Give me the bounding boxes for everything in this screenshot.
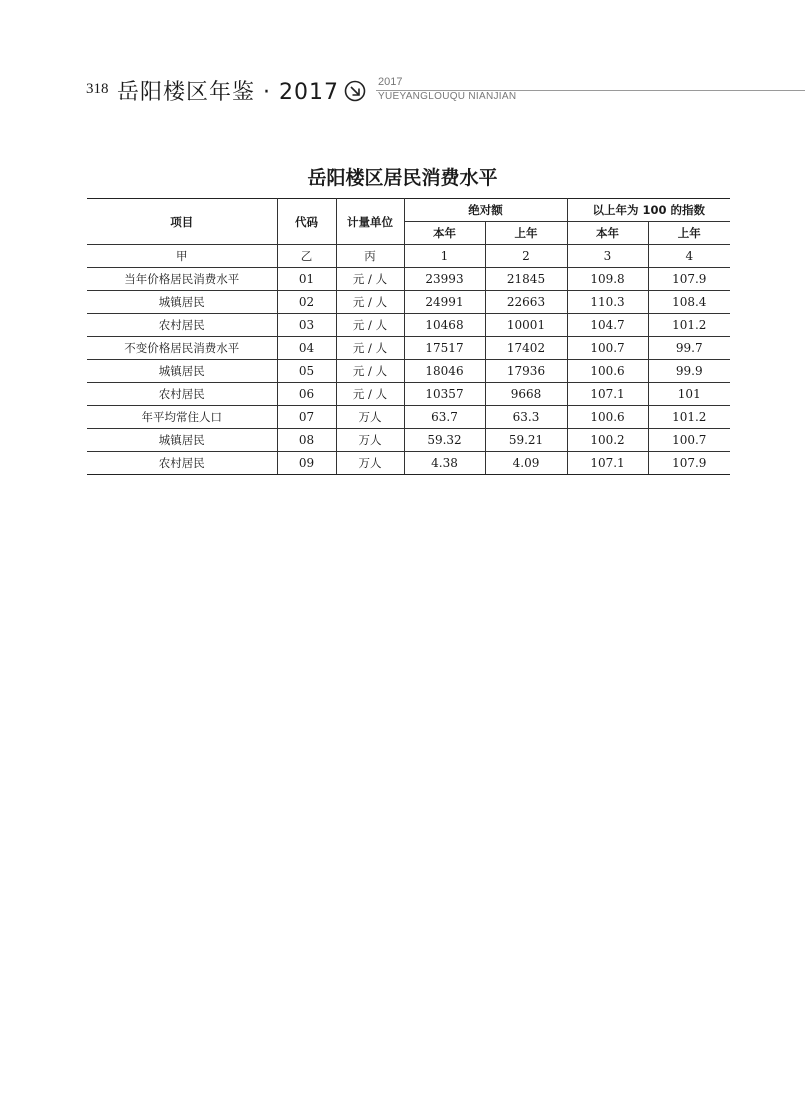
header-code: 代码 [277, 199, 336, 245]
table-cell: 101 [648, 383, 730, 406]
table-cell: 23993 [404, 268, 485, 291]
table-cell: 107.1 [567, 452, 648, 475]
header-index-last-year: 上年 [648, 222, 730, 245]
table-cell: 108.4 [648, 291, 730, 314]
table-cell: 04 [277, 337, 336, 360]
row-label: 城镇居民 [87, 429, 277, 452]
table-cell: 63.3 [485, 406, 567, 429]
table-cell: 100.6 [567, 360, 648, 383]
table-row [87, 452, 730, 475]
table-cell: 104.7 [567, 314, 648, 337]
table-cell: 63.7 [404, 406, 485, 429]
row-label: 城镇居民 [87, 291, 277, 314]
header-index-this-year: 本年 [567, 222, 648, 245]
table-row [87, 360, 730, 383]
table-cell: 01 [277, 268, 336, 291]
page-header [0, 0, 805, 110]
table-cell: 101.2 [648, 406, 730, 429]
table-cell: 101.2 [648, 314, 730, 337]
consumption-table [87, 198, 730, 475]
book-title: 岳阳楼区年鉴 · 2017 [117, 80, 339, 105]
header-absolute-this-year: 本年 [404, 222, 485, 245]
table-cell: 03 [277, 314, 336, 337]
header-index: 以上年为 100 的指数 [567, 199, 730, 222]
table-cell: 元 / 人 [336, 314, 404, 337]
arrow-down-right-circle-icon [344, 80, 366, 102]
table-cell: 107.9 [648, 268, 730, 291]
table-row [87, 314, 730, 337]
table-cell: 17402 [485, 337, 567, 360]
header-absolute-last-year: 上年 [485, 222, 567, 245]
table-cell: 17936 [485, 360, 567, 383]
table-cell: 元 / 人 [336, 337, 404, 360]
row-label: 城镇居民 [87, 360, 277, 383]
table-cell: 59.32 [404, 429, 485, 452]
table-cell: 4.09 [485, 452, 567, 475]
table-cell: 万人 [336, 429, 404, 452]
table-cell: 107.1 [567, 383, 648, 406]
table-cell: 17517 [404, 337, 485, 360]
table-cell: 100.2 [567, 429, 648, 452]
table-cell: 08 [277, 429, 336, 452]
table-cell: 10468 [404, 314, 485, 337]
row-label: 不变价格居民消费水平 [87, 337, 277, 360]
header-year: 2017 [378, 76, 403, 88]
table-cell: 元 / 人 [336, 360, 404, 383]
table-cell: 107.9 [648, 452, 730, 475]
table-row [87, 268, 730, 291]
table-cell: 万人 [336, 406, 404, 429]
row-label: 农村居民 [87, 314, 277, 337]
table-cell: 05 [277, 360, 336, 383]
row-label: 农村居民 [87, 452, 277, 475]
table-cell: 元 / 人 [336, 268, 404, 291]
row-label: 农村居民 [87, 383, 277, 406]
table-cell: 09 [277, 452, 336, 475]
table-cell: 22663 [485, 291, 567, 314]
table-cell: 06 [277, 383, 336, 406]
table-cell: 99.9 [648, 360, 730, 383]
table-cell: 10357 [404, 383, 485, 406]
table-cell: 109.8 [567, 268, 648, 291]
table-cell: 10001 [485, 314, 567, 337]
table-cell: 21845 [485, 268, 567, 291]
table-cell: 18046 [404, 360, 485, 383]
table-cell: 9668 [485, 383, 567, 406]
row-label: 年平均常住人口 [87, 406, 277, 429]
header-pinyin: YUEYANGLOUQU NIANJIAN [378, 91, 517, 102]
table-cell: 07 [277, 406, 336, 429]
table-cell: 110.3 [567, 291, 648, 314]
column-index-row: 甲 乙 丙 1 2 3 4 [87, 245, 730, 268]
row-label: 当年价格居民消费水平 [87, 268, 277, 291]
table-cell: 元 / 人 [336, 383, 404, 406]
table-row [87, 429, 730, 452]
table-title: 岳阳楼区居民消费水平 [307, 167, 498, 189]
table-cell: 02 [277, 291, 336, 314]
table-cell: 59.21 [485, 429, 567, 452]
table-cell: 24991 [404, 291, 485, 314]
table-row [87, 406, 730, 429]
table-row [87, 291, 730, 314]
page-number: 318 [86, 81, 109, 97]
table-cell: 元 / 人 [336, 291, 404, 314]
table-cell: 4.38 [404, 452, 485, 475]
header-item: 项目 [87, 199, 277, 245]
table-cell: 100.6 [567, 406, 648, 429]
header-absolute: 绝对额 [404, 199, 567, 222]
header-unit: 计量单位 [336, 199, 404, 245]
table-cell: 99.7 [648, 337, 730, 360]
table-cell: 万人 [336, 452, 404, 475]
table-cell: 100.7 [567, 337, 648, 360]
table-row [87, 337, 730, 360]
table-row [87, 383, 730, 406]
table-cell: 100.7 [648, 429, 730, 452]
